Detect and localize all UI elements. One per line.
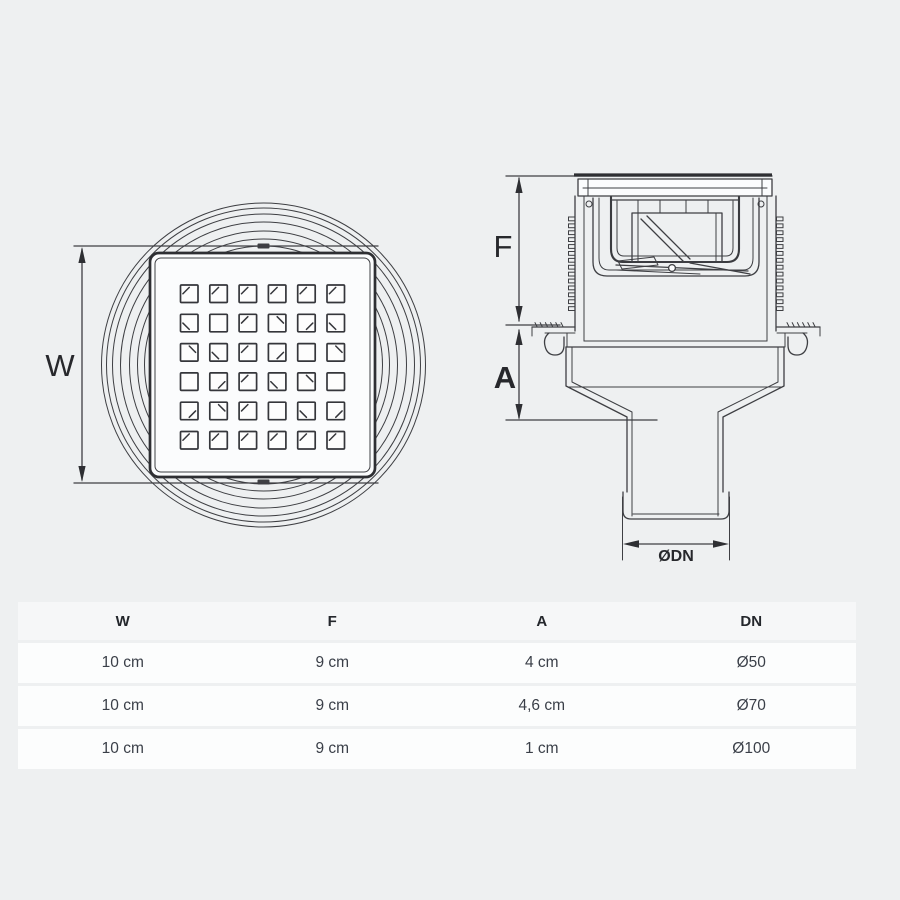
cell-f: 9 cm	[315, 740, 350, 757]
cell-a: 4,6 cm	[518, 697, 565, 714]
table-row	[18, 729, 856, 769]
cell-f: 9 cm	[315, 654, 350, 671]
dimension-f	[494, 177, 523, 322]
wall-ribs	[569, 217, 784, 311]
cell-a: 1 cm	[524, 740, 559, 757]
label-a: A	[493, 360, 517, 395]
inner-trap	[584, 197, 767, 341]
bowl-and-pipe	[566, 347, 784, 519]
cell-dn: Ø100	[732, 740, 771, 757]
cell-w: 10 cm	[101, 697, 144, 714]
top-view-diagram	[45, 203, 425, 527]
label-dn: ØDN	[658, 548, 694, 565]
cell-w: 10 cm	[101, 740, 144, 757]
cell-dn: Ø50	[736, 654, 766, 671]
cell-a: 4 cm	[524, 654, 559, 671]
cell-f: 9 cm	[315, 697, 350, 714]
label-w: W	[45, 348, 75, 383]
table-header-row	[18, 602, 856, 640]
cell-dn: Ø70	[736, 697, 766, 714]
column-header-w: W	[115, 612, 130, 630]
dimension-a	[494, 325, 657, 420]
column-header-f: F	[327, 612, 337, 630]
ring-tab-bottom	[258, 480, 270, 485]
lid	[506, 175, 772, 207]
dimension-dn	[623, 497, 730, 565]
table-row	[18, 686, 856, 726]
table-row	[18, 643, 856, 683]
label-f: F	[493, 229, 513, 264]
flange	[532, 323, 820, 355]
column-header-dn: DN	[740, 612, 763, 630]
side-view-diagram	[494, 175, 820, 565]
dimensions-table	[18, 602, 856, 772]
column-header-a: A	[536, 612, 548, 630]
flange-hatching	[535, 323, 815, 327]
cell-w: 10 cm	[101, 654, 144, 671]
